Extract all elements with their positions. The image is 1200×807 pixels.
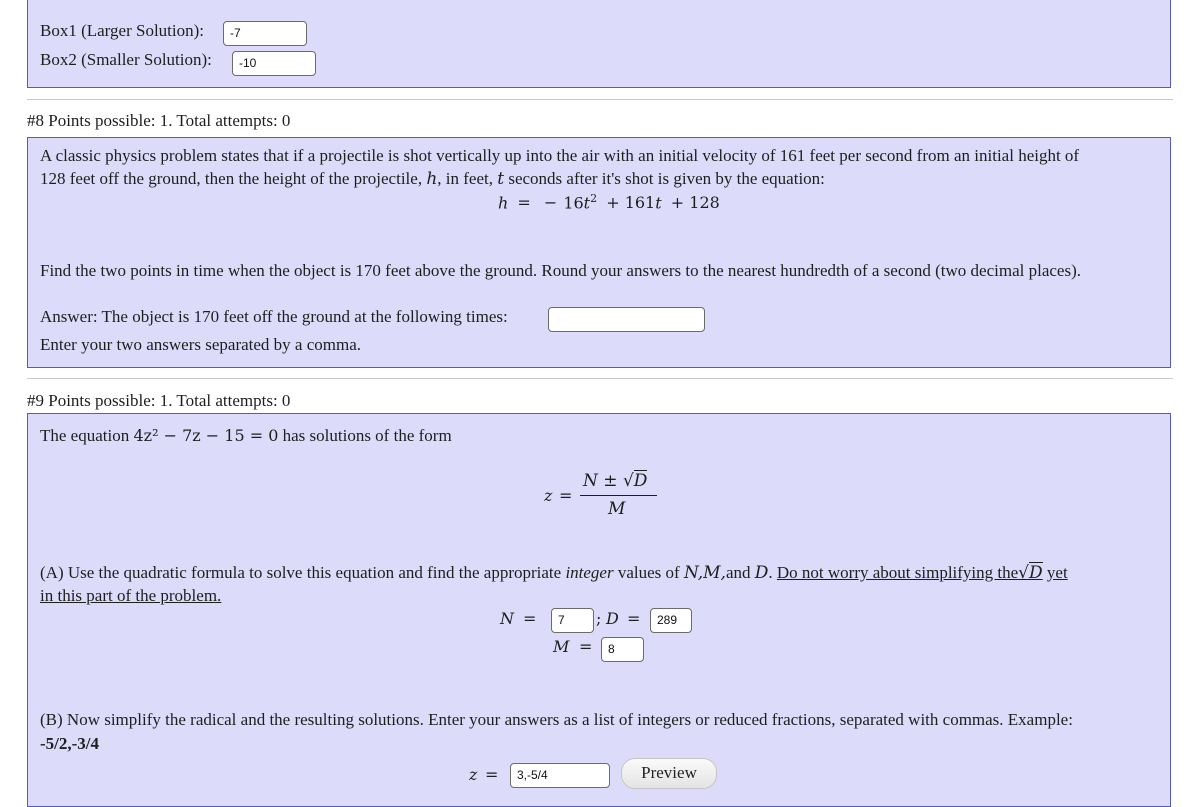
- m-label: M: [553, 637, 570, 656]
- d-equals: =: [627, 609, 641, 628]
- q8-find-text: Find the two points in time when the object is 170 feet above the ground. Round your answers to the nearest hundredth of a second (two decimal places).: [40, 261, 1081, 280]
- q8-text-line1: A classic physics problem states that if a projectile is shot vertically up into the air with an initial velocity of 161 feet per second from an initial height of: [40, 146, 1080, 165]
- q9-intro: The equation 4z² − 7z − 15 = 0 has solutions of the form: [40, 426, 452, 445]
- m-equals: =: [579, 637, 593, 656]
- q7-answer-box: [27, 0, 1171, 88]
- box1-input[interactable]: -7: [223, 21, 307, 46]
- q8-hint: Enter your two answers separated by a comma.: [40, 335, 361, 354]
- z-input[interactable]: 3,-5/4: [510, 763, 610, 788]
- z-equals: =: [485, 765, 499, 784]
- q8-equation: h = − $16t^2 + 161t + 128$: [498, 192, 720, 213]
- q9-intro-equation: 4z² − 7z − 15 = 0: [133, 426, 279, 445]
- fraction-bar: [580, 495, 657, 496]
- n-input[interactable]: 7: [551, 608, 594, 633]
- formula-equals: =: [559, 486, 573, 505]
- q8-answer-input[interactable]: [548, 307, 705, 332]
- d-input[interactable]: 289: [650, 608, 692, 633]
- var-t: t: [497, 169, 505, 189]
- n-label: N: [500, 609, 514, 628]
- z-label: z: [469, 765, 478, 784]
- q9-partB-example: -5/2,-3/4: [40, 734, 100, 753]
- q8-answer-label: Answer: The object is 170 feet off the ground at the following times:: [40, 307, 508, 326]
- q9-partA-line2: in this part of the problem.: [40, 586, 222, 605]
- semicolon: ;: [596, 609, 602, 628]
- q8-text-line2: 128 feet off the ground, then the height of the projectile, h, in feet, t seconds after it's shot is given by the equation:: [40, 169, 825, 189]
- q9-header: #9 Points possible: 1. Total attempts: 0: [27, 391, 291, 410]
- preview-button[interactable]: Preview: [621, 758, 717, 789]
- box2-label: Box2 (Smaller Solution):: [40, 50, 212, 69]
- d-label: D: [606, 609, 619, 628]
- q9-partA-line1: (A) Use the quadratic formula to solve this equation and find the appropriate integer values of N,M,and D. Do not worry about simplifying the√D yet: [40, 563, 1068, 583]
- formula-z: z: [544, 486, 553, 505]
- formula-denominator: M: [608, 499, 626, 519]
- n-equals: =: [523, 609, 537, 628]
- var-h: h: [426, 169, 438, 189]
- divider: [27, 99, 1173, 100]
- divider: [27, 378, 1173, 379]
- box2-input[interactable]: -10: [232, 51, 316, 76]
- q8-header: #8 Points possible: 1. Total attempts: 0: [27, 111, 291, 130]
- formula-numerator: N ± √D: [583, 471, 648, 491]
- m-input[interactable]: 8: [601, 637, 644, 662]
- q9-partB-text: (B) Now simplify the radical and the resulting solutions. Enter your answers as a list of integers or reduced fractions, separated with commas. Example:: [40, 710, 1073, 729]
- box1-label: Box1 (Larger Solution):: [40, 21, 204, 40]
